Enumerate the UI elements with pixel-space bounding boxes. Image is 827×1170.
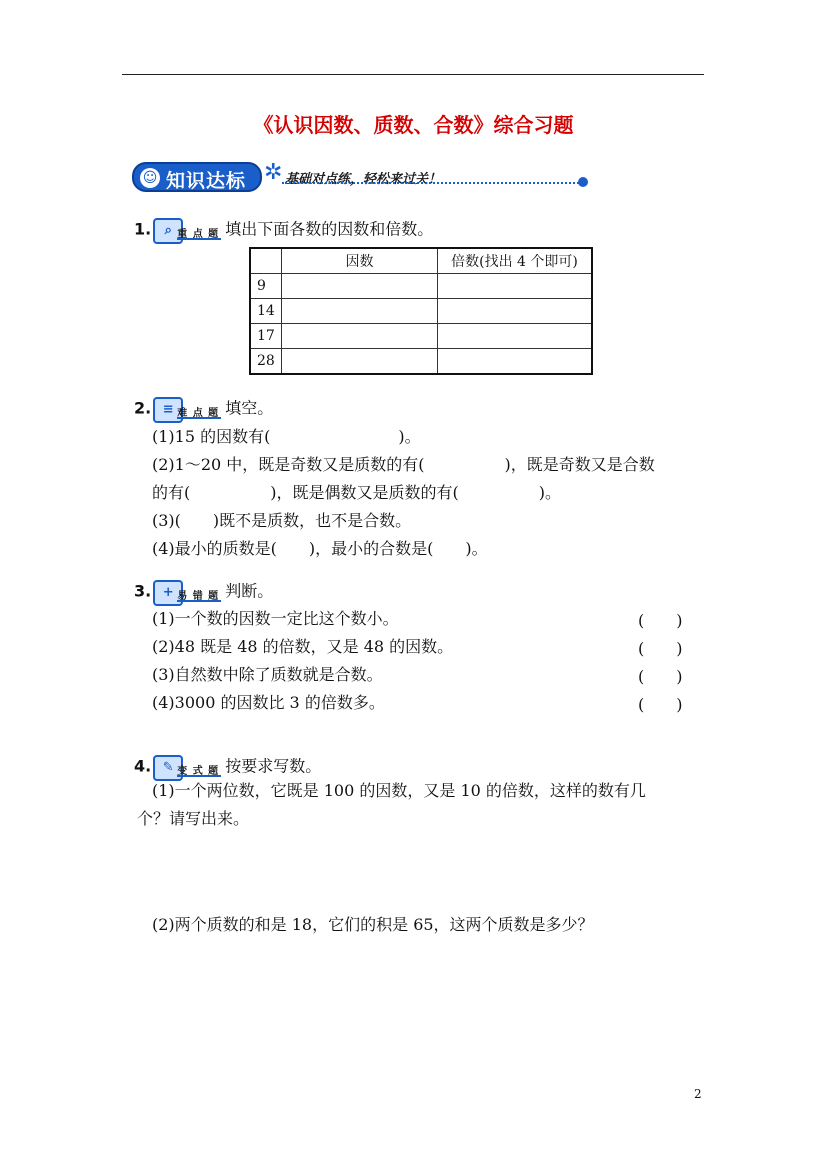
factors-answer-cell[interactable]: [282, 324, 438, 349]
judgment-answer-box[interactable]: ( ): [638, 639, 683, 658]
question-3-heading: [134, 580, 273, 604]
question-prompt: 填空。: [225, 398, 274, 418]
factors-answer-cell[interactable]: [282, 349, 438, 375]
factors-answer-cell[interactable]: [282, 299, 438, 324]
row-number: 14: [250, 299, 282, 324]
section-banner: [130, 160, 590, 190]
pen-figure-icon: ✎: [153, 755, 183, 781]
variant-badge: [153, 755, 221, 779]
question-number: 3.: [134, 581, 152, 601]
error-prone-badge: [153, 580, 221, 604]
row-number: 28: [250, 349, 282, 375]
banner-dotted-line: [282, 182, 582, 184]
q2-item-1: (1)15 的因数有( )。: [152, 427, 421, 446]
question-prompt: 判断。: [225, 581, 274, 601]
q2-item-4: (4)最小的质数是( )，最小的合数是( )。: [152, 539, 488, 558]
judgment-answer-box[interactable]: ( ): [638, 611, 683, 630]
page-number: 2: [694, 1087, 702, 1101]
q2-item-2: (2)1～20 中，既是奇数又是质数的有( )，既是奇数又是合数: [152, 455, 655, 474]
q3-item-2: (2)48 既是 48 的倍数，又是 48 的因数。: [152, 637, 454, 656]
table-header-row: [250, 248, 592, 274]
banner-pill: [132, 162, 262, 192]
first-aid-icon: +: [153, 580, 183, 606]
header-rule: [122, 74, 704, 75]
multiples-answer-cell[interactable]: [438, 349, 593, 375]
flower-icon: ✲: [264, 160, 283, 185]
table-row: [250, 349, 592, 375]
banner-drop-icon: [578, 177, 588, 187]
question-prompt: 填出下面各数的因数和倍数。: [225, 219, 434, 239]
q4-item-1: (1)一个两位数，它既是 100 的因数，又是 10 的倍数，这样的数有几: [152, 781, 646, 800]
smiley-icon: ☺: [140, 168, 160, 188]
row-number: 17: [250, 324, 282, 349]
factors-answer-cell[interactable]: [282, 274, 438, 299]
question-number: 2.: [134, 398, 152, 418]
q2-item-2-cont: 的有( )，既是偶数又是质数的有( )。: [152, 483, 561, 502]
table-header-cell: [250, 248, 282, 274]
question-number: 4.: [134, 756, 152, 776]
judgment-answer-box[interactable]: ( ): [638, 695, 683, 714]
table-header-cell: 倍数(找出 4 个即可): [438, 248, 593, 274]
q3-item-1: (1)一个数的因数一定比这个数小。: [152, 609, 399, 628]
factors-multiples-table: [249, 247, 593, 375]
table-row: [250, 324, 592, 349]
judgment-answer-box[interactable]: ( ): [638, 667, 683, 686]
multiples-answer-cell[interactable]: [438, 299, 593, 324]
table-header-cell: 因数: [282, 248, 438, 274]
multiples-answer-cell[interactable]: [438, 274, 593, 299]
difficult-badge: [153, 397, 221, 421]
question-prompt: 按要求写数。: [225, 756, 322, 776]
page-title: 《认识因数、质数、合数》综合习题: [253, 113, 574, 137]
q4-item-1-cont: 个？请写出来。: [137, 809, 250, 828]
badge-label: 变 式 题: [177, 766, 220, 777]
row-number: 9: [250, 274, 282, 299]
q3-item-4: (4)3000 的因数比 3 的倍数多。: [152, 693, 385, 712]
table-row: [250, 274, 592, 299]
q2-item-3: (3)( )既不是质数，也不是合数。: [152, 511, 412, 530]
books-icon: ≡: [153, 397, 183, 423]
question-2-heading: [134, 397, 273, 421]
key-point-badge: [153, 218, 221, 242]
banner-label: 知识达标: [166, 170, 247, 192]
question-1-heading: [134, 218, 433, 242]
badge-label: 易 错 题: [177, 591, 220, 602]
badge-label: 重 点 题: [177, 229, 220, 240]
q3-item-3: (3)自然数中除了质数就是合数。: [152, 665, 383, 684]
q4-item-2: (2)两个质数的和是 18，它们的积是 65，这两个质数是多少？: [152, 915, 594, 934]
question-number: 1.: [134, 219, 152, 239]
magnifier-icon: ⌕: [153, 218, 183, 244]
multiples-answer-cell[interactable]: [438, 324, 593, 349]
banner-slogan: 基础对点练，轻松来过关！: [285, 172, 442, 187]
badge-label: 难 点 题: [177, 408, 220, 419]
question-4-heading: [134, 755, 321, 779]
table-row: [250, 299, 592, 324]
